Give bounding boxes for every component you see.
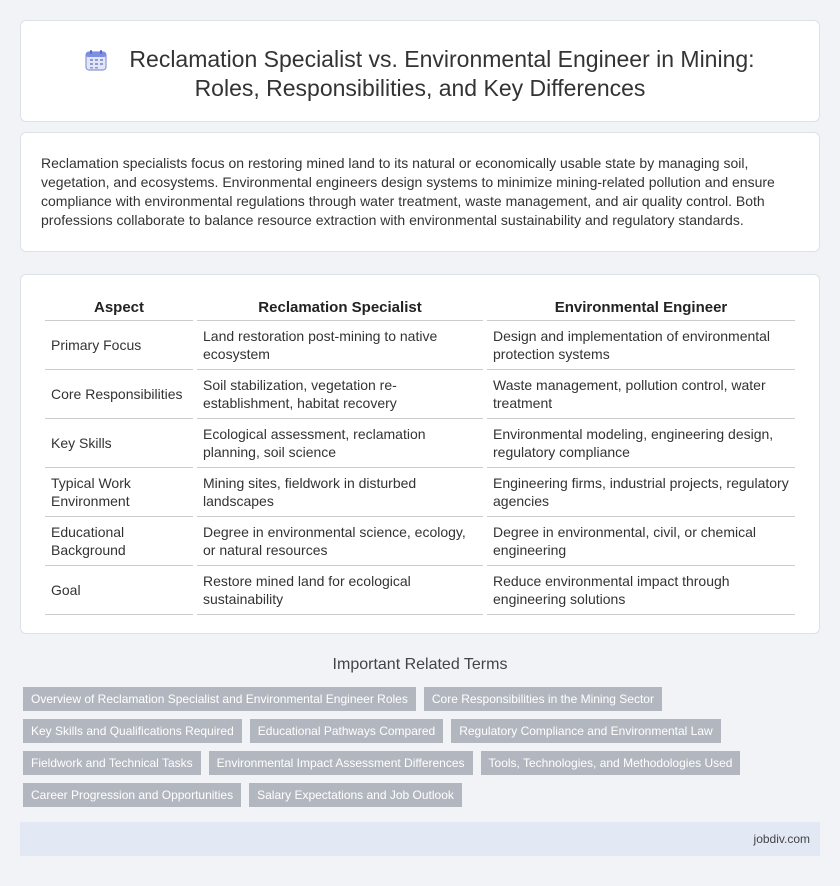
aspect-cell: Core Responsibilities [45, 370, 193, 419]
comparison-table [41, 297, 799, 615]
engineer-cell: Environmental modeling, engineering design, regulatory compliance [487, 419, 795, 468]
engineer-cell: Engineering firms, industrial projects, regulatory agencies [487, 468, 795, 517]
engineer-cell: Waste management, pollution control, water treatment [487, 370, 795, 419]
aspect-cell: Educational Background [45, 517, 193, 566]
related-term-tag[interactable]: Salary Expectations and Job Outlook [249, 783, 462, 807]
related-term-tag[interactable]: Fieldwork and Technical Tasks [23, 751, 201, 775]
table-row [45, 419, 795, 468]
comparison-card [20, 274, 820, 634]
related-terms-heading: Important Related Terms [332, 656, 508, 673]
header-reclamation-specialist: Reclamation Specialist [197, 297, 483, 321]
reclamation-cell: Mining sites, fieldwork in disturbed landscapes [197, 468, 483, 517]
related-term-tag[interactable]: Key Skills and Qualifications Required [23, 719, 242, 743]
title-line-2: Roles, Responsibilities, and Key Differences [194, 75, 646, 101]
calendar-icon [85, 49, 107, 71]
footer-site-link[interactable]: jobdiv.com [753, 832, 810, 846]
table-row [45, 370, 795, 419]
related-term-tag[interactable]: Overview of Reclamation Specialist and Environmental Engineer Roles [23, 687, 416, 711]
aspect-cell: Primary Focus [45, 321, 193, 370]
engineer-cell: Reduce environmental impact through engineering solutions [487, 566, 795, 615]
aspect-cell: Typical Work Environment [45, 468, 193, 517]
intro-card [20, 132, 820, 252]
reclamation-cell: Land restoration post-mining to native ecosystem [197, 321, 483, 370]
table-row [45, 566, 795, 615]
table-row [45, 321, 795, 370]
engineer-cell: Degree in environmental, civil, or chemical engineering [487, 517, 795, 566]
reclamation-cell: Degree in environmental science, ecology, or natural resources [197, 517, 483, 566]
aspect-cell: Goal [45, 566, 193, 615]
footer [20, 822, 820, 856]
aspect-cell: Key Skills [45, 419, 193, 468]
engineer-cell: Design and implementation of environmental protection systems [487, 321, 795, 370]
related-term-tag[interactable]: Educational Pathways Compared [250, 719, 443, 743]
header-aspect: Aspect [45, 297, 193, 321]
page-title [21, 45, 819, 103]
table-row [45, 468, 795, 517]
title-card [20, 20, 820, 122]
related-term-tag[interactable]: Environmental Impact Assessment Differences [209, 751, 473, 775]
reclamation-cell: Restore mined land for ecological sustainability [197, 566, 483, 615]
table-row [45, 517, 795, 566]
header-environmental-engineer: Environmental Engineer [487, 297, 795, 321]
table-header-row [45, 297, 795, 321]
intro-paragraph: Reclamation specialists focus on restoring mined land to its natural or economically usable state by managing soil, vegetation, and ecosystems. Environmental engineers design systems to minimize mining-related pollution and ensure compliance with environmental regulations through water treatment, waste management, and air quality control. Both professions collaborate to balance resource extraction with environmental sustainability and regulatory standards. [41, 155, 775, 228]
related-term-tag[interactable]: Tools, Technologies, and Methodologies Used [481, 751, 741, 775]
related-term-tag[interactable]: Core Responsibilities in the Mining Sector [424, 687, 662, 711]
reclamation-cell: Ecological assessment, reclamation planning, soil science [197, 419, 483, 468]
related-term-tag[interactable]: Career Progression and Opportunities [23, 783, 241, 807]
related-term-tag[interactable]: Regulatory Compliance and Environmental Law [451, 719, 720, 743]
related-terms-list [23, 687, 823, 815]
title-line-1: Reclamation Specialist vs. Environmental Engineer in Mining: [129, 46, 755, 72]
reclamation-cell: Soil stabilization, vegetation re-establishment, habitat recovery [197, 370, 483, 419]
